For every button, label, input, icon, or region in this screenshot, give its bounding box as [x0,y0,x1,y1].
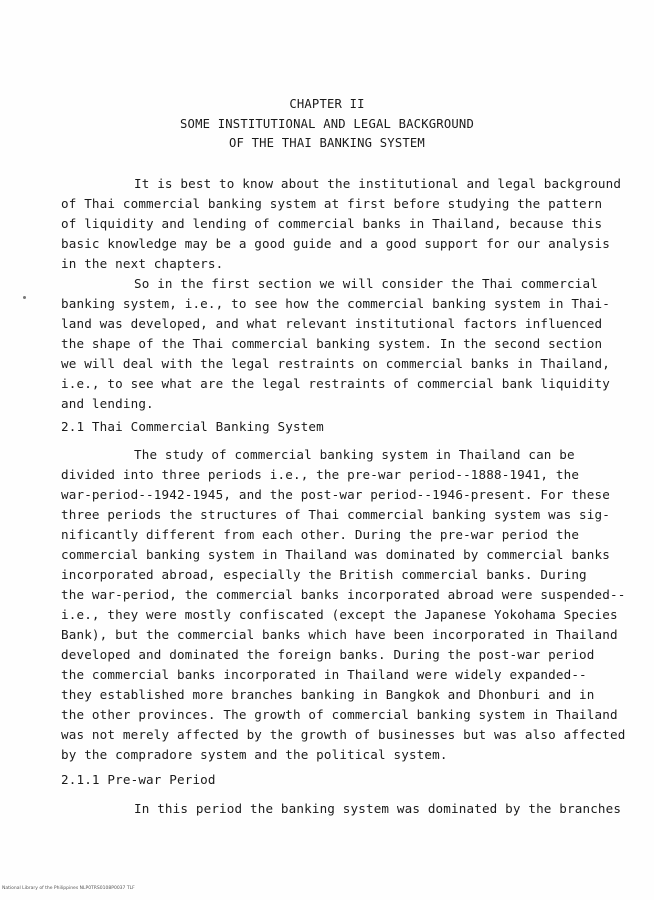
paragraph-line: of Thai commercial banking system at first before studying the pattern [61,196,603,211]
paragraph-line: divided into three periods i.e., the pre-war period--1888-1941, the [61,467,580,482]
paragraph-line: It is best to know about the institutional and legal background [134,176,622,191]
paragraph-line: the shape of the Thai commercial banking system. In the second section [61,336,603,351]
paragraph-line: they established more branches banking in Bangkok and Dhonburi and in [61,687,595,702]
chapter-title-line-2: OF THE THAI BANKING SYSTEM [229,136,425,150]
archive-footer: National Library of the Philippines NLP0TRS0108P0037 TLF [2,886,135,891]
paragraph-line: war-period--1942-1945, and the post-war period--1946-present. For these [61,487,610,502]
paragraph-line: nificantly different from each other. During the pre-war period the [61,527,580,542]
paragraph-line: three periods the structures of Thai commercial banking system was sig- [61,507,610,522]
paragraph-line: the commercial banks incorporated in Thailand were widely expanded-- [61,667,587,682]
subsection-heading: 2.1.1 Pre-war Period [61,772,216,787]
paragraph-line: banking system, i.e., to see how the commercial banking system in Thai- [61,296,610,311]
paragraph-line: land was developed, and what relevant institutional factors influenced [61,316,603,331]
paragraph-line: Bank), but the commercial banks which have been incorporated in Thailand [61,627,618,642]
paragraph-line: In this period the banking system was dominated by the branches [134,801,622,816]
paragraph-line: So in the first section we will consider the Thai commercial [134,276,598,291]
paragraph-line: i.e., they were mostly confiscated (except the Japanese Yokohama Species [61,607,618,622]
scan-speck [23,296,26,299]
paragraph-line: was not merely affected by the growth of businesses but was also affected [61,727,626,742]
paragraph-line: the war-period, the commercial banks incorporated abroad were suspended-- [61,587,626,602]
section-heading: 2.1 Thai Commercial Banking System [61,419,324,434]
paragraph-line: incorporated abroad, especially the British commercial banks. During [61,567,587,582]
paragraph-line: and lending. [61,396,154,411]
paragraph-line: developed and dominated the foreign banks. During the post-war period [61,647,595,662]
chapter-number: CHAPTER II [289,97,365,111]
paragraph-line: the other provinces. The growth of commercial banking system in Thailand [61,707,618,722]
paragraph-line: i.e., to see what are the legal restraints of commercial bank liquidity [61,376,610,391]
paragraph-line: The study of commercial banking system in Thailand can be [134,447,575,462]
chapter-title-line-1: SOME INSTITUTIONAL AND LEGAL BACKGROUND [180,117,474,131]
paragraph-line: basic knowledge may be a good guide and a good support for our analysis [61,236,610,251]
paragraph-line: commercial banking system in Thailand was dominated by commercial banks [61,547,610,562]
paragraph-line: in the next chapters. [61,256,224,271]
paragraph-line: by the compradore system and the political system. [61,747,448,762]
paragraph-line: of liquidity and lending of commercial banks in Thailand, because this [61,216,603,231]
paragraph-line: we will deal with the legal restraints on commercial banks in Thailand, [61,356,610,371]
